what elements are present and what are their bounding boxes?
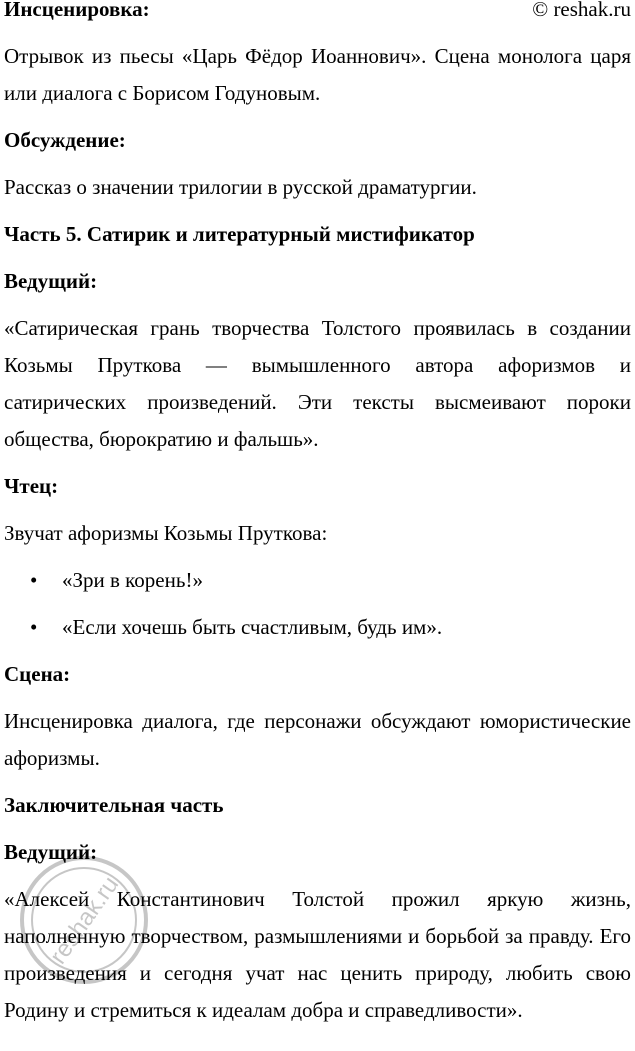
list-item bbox=[4, 609, 631, 646]
aphorism-text: «Если хочешь быть счастливым, будь им». bbox=[62, 615, 443, 639]
list-item bbox=[4, 562, 631, 599]
bullet-icon: • bbox=[30, 568, 38, 592]
part-5-heading: Часть 5. Сатирик и литературный мистификатор bbox=[4, 222, 475, 246]
section-heading-scene: Сцена: bbox=[4, 662, 71, 686]
final-part-heading: Заключительная часть bbox=[4, 793, 224, 817]
host-paragraph: «Сатирическая грань творчества Толстого проявилась в создании Козьмы Пруткова — вымышленного автора афоризмов и сатирических произведений. Эти тексты высмеивают пороки общества, бюрократию и фальшь». bbox=[4, 316, 631, 451]
section-heading-staging: Инсценировка: bbox=[4, 0, 150, 21]
discussion-paragraph: Рассказ о значении трилогии в русской драматургии. bbox=[4, 175, 477, 199]
header-row bbox=[4, 0, 631, 28]
site-watermark: © reshak.ru bbox=[532, 0, 631, 21]
scene-paragraph: Инсценировка диалога, где персонажи обсуждают юмористические афоризмы. bbox=[4, 709, 631, 770]
watermark-stamp-text: reshak.ru bbox=[44, 871, 125, 970]
section-heading-reader: Чтец: bbox=[4, 474, 59, 498]
reader-paragraph: Звучат афоризмы Козьмы Пруткова: bbox=[4, 521, 328, 545]
aphorism-text: «Зри в корень!» bbox=[62, 568, 203, 592]
document-page bbox=[4, 0, 631, 1029]
section-heading-host-final: Ведущий: bbox=[4, 840, 98, 864]
host-final-paragraph: «Алексей Константинович Толстой прожил яркую жизнь, наполненную творчеством, размышлениями и борьбой за правду. Его произведения и сегодня учат нас ценить природу, любить свою Родину и стремиться к идеалам добра и справедливости». bbox=[4, 887, 631, 1022]
section-heading-host: Ведущий: bbox=[4, 269, 98, 293]
staging-paragraph: Отрывок из пьесы «Царь Фёдор Иоаннович». Сцена монолога царя или диалога с Борисом Годуновым. bbox=[4, 44, 631, 105]
section-heading-discussion: Обсуждение: bbox=[4, 128, 126, 152]
bullet-icon: • bbox=[30, 615, 38, 639]
aphorism-list bbox=[4, 562, 631, 646]
